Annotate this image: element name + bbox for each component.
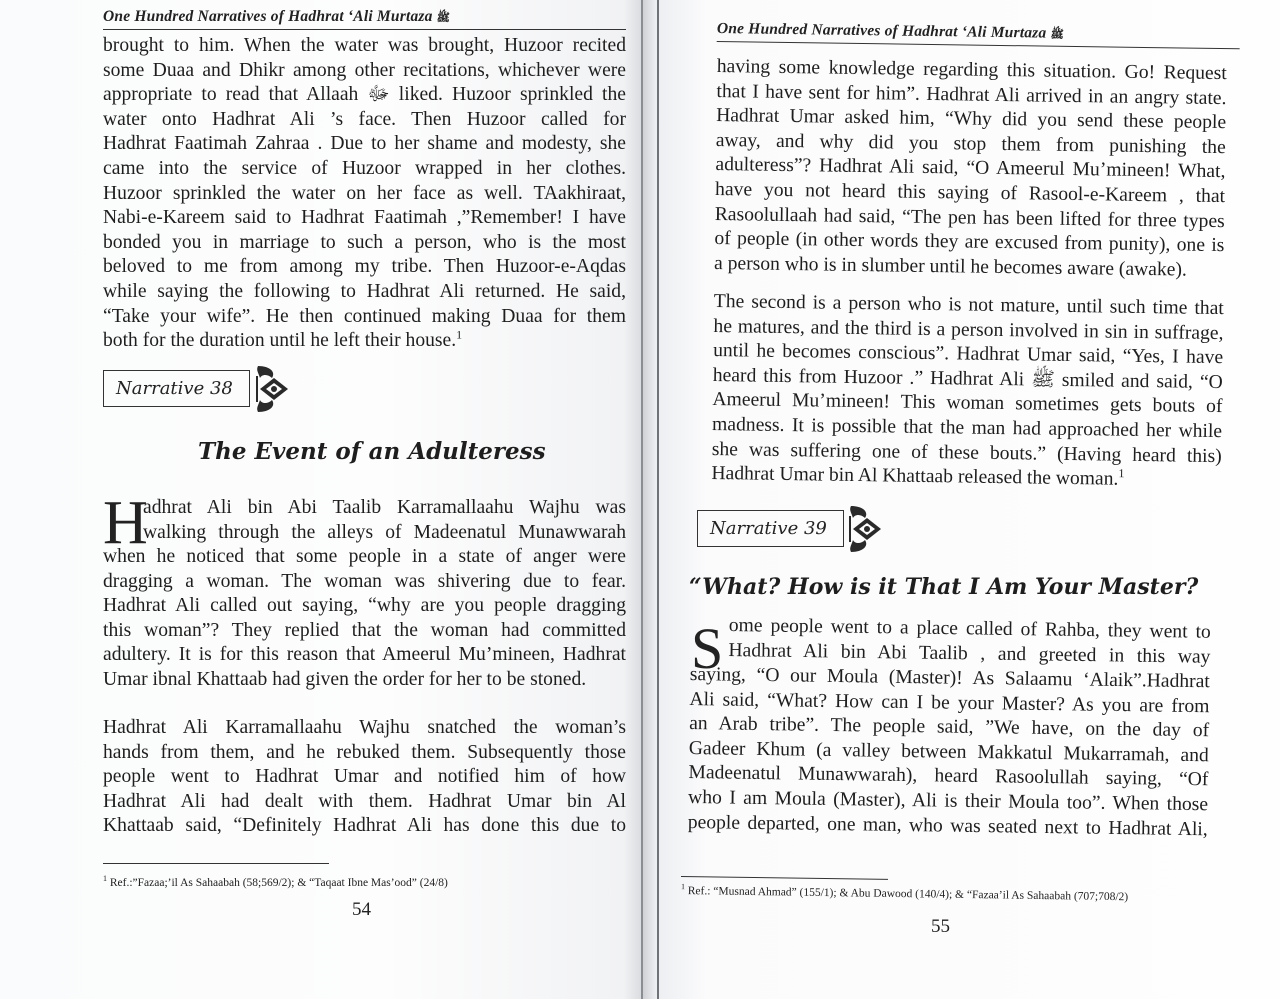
text-line: people went to Hadhrat Umar and notified him of how [103,766,626,788]
footnote [680,882,1129,904]
continuation-text [103,34,626,354]
footnote-marker: 1 [1118,466,1125,481]
text-line: appropriate to read that Allaah ﷻ liked. Huzoor sprinkled the [103,84,626,106]
text-line: Madeenatul Munawwarah), heard Rasoolullah saying, “Of [688,762,1209,791]
paragraph [103,716,626,839]
text-line: he matures, and the third is a person involved in sin in suffrage, [713,315,1224,344]
text-line: away, and why did you stop them from punishing the [715,129,1226,158]
section-heading: The Event of an Adulteress [198,438,546,465]
text-line: hands from them, and he rebuked them. Subsequently those [103,741,626,763]
text-line: Umar ibnal Khattaab had given the order for her to be stoned. [103,668,587,690]
floral-ornament-icon [847,504,883,554]
text-line-content: Hadhrat Umar bin Al Khattaab released the woman. [711,463,1119,490]
text-line: when he noticed that some people in a state of anger were [103,546,626,567]
text-line: she was suffering one of these bouts.” (Having heard this) [711,438,1222,467]
running-head-left [103,8,626,30]
text-line: Gadeer Khum (a valley between Makkatul Mukarramah, and [688,737,1209,767]
drop-cap: S [691,616,724,681]
text-line [103,329,626,354]
text-line: Hadhrat Ali Karramallaahu Wajhu snatched the woman’s [103,717,626,738]
text-line: Huzoor sprinkled the water on her face as well. TAakhiraat, [103,182,626,204]
running-head-text: One Hundred Narratives of Hadhrat ‘Ali Murtaza [103,8,433,25]
drop-cap: H [103,489,148,557]
text-line: ome people went to a place called of Rahba, they went to [728,614,1211,643]
paragraph [103,545,626,693]
text-line: Hadhrat Faatimah Zahraa . Due to her shame and modesty, she [103,133,626,155]
right-page [643,0,1280,999]
text-line: a person who is in slumber until he becomes aware (awake). [713,252,1188,281]
floral-ornament-icon [254,364,290,414]
text-line: heard this from Huzoor .” Hadhrat Ali ﷺ smiled and said, “O [712,364,1223,393]
text-line: Hadhrat Ali had dealt with them. Hadhrat Umar bin Al [103,790,626,812]
paragraph [688,663,1210,842]
continuation-text [714,55,1227,283]
page-edge [657,0,659,999]
footnote [103,874,448,889]
text-line: until he becomes conscious”. Hadhrat Umar said, “Yes, I have [713,340,1224,369]
text-line: have you not heard this saying of Rasool-e-Kareem , that [714,178,1226,208]
footnote-rule [103,863,329,864]
text-line: people departed, one man, who was seated next to Hadhrat Ali, [687,811,1208,840]
footnote-number: 1 [680,882,686,892]
honorific-icon: ﷺ [436,12,450,24]
text-line: Hadhrat Ali bin Abi Taalib , and greeted in this way [728,639,1211,668]
footnote-number: 1 [103,874,107,884]
running-head-text: One Hundred Narratives of Hadhrat ‘Ali Murtaza [716,20,1047,42]
text-line-content: both for the duration until he left their house. [103,330,457,352]
text-line: Rasoolullaah had said, “The pen has been lifted for three types [714,203,1225,232]
narrative-label-box [697,510,844,547]
text-line: some Duaa and Dhikr among other recitations, whichever were [103,59,626,81]
text-line: water onto Hadhrat Ali ’s face. Then Huzoor called for [103,108,626,130]
footnote-text: Ref.:”Fazaa;’il As Sahaabah (58;569/2); & “Taqaat Ibne Mas’ood” (24/8) [109,877,448,889]
text-line: Ameerul Mu’mineen! This woman sometimes gets bouts of [712,389,1223,418]
text-line: having some knowledge regarding this situation. Go! Request [716,55,1227,85]
text-line: saying, “O our Moula (Master)! As Salaamu ‘Alaik”.Hadhrat [689,663,1210,693]
text-line: who I am Moula (Master), Ali is their Moula too”. When those [687,786,1209,816]
honorific-icon: ﷺ [1050,28,1064,41]
text-line: madness. It is possible that the man had approached her while [711,413,1223,443]
paragraph [728,614,1211,670]
page-number: 55 [931,916,950,937]
paragraph [143,496,626,545]
footnote-text: Ref.: “Musnad Ahmad” (155/1); & Abu Dawood (140/4); & “Fazaa’il As Sahaabah (707;708/2) [687,885,1129,904]
text-line: Ali said, “What? How can I be your Master? As you are from [689,688,1210,717]
text-line: dragging a woman. The woman was shivering due to fear. [103,570,626,592]
narrative-label: Narrative 39 [710,518,827,539]
footnote-rule [681,876,888,880]
section-heading: “What? How is it That I Am Your Master? [689,574,1199,600]
text-line: this woman”? They replied that the woman had committed [103,619,626,641]
text-line: of people (in other words they are excused from punity), one is [714,228,1225,257]
text-line: Hadhrat Ali called out saying, “why are you people dragging [103,595,626,617]
footnote-marker: 1 [456,327,463,342]
narrative-label: Narrative 38 [116,378,233,399]
page-number: 54 [352,899,371,920]
text-line: brought to him. When the water was brought, Huzoor recited [103,35,626,56]
text-line: The second is a person who is not mature, until such time that [713,290,1224,320]
text-line: Khattaab said, “Definitely Hadhrat Ali has done this due to [103,815,626,837]
running-head-right [717,20,1240,49]
text-line: walking through the alleys of Madeenatul Munawwarah [143,521,626,543]
text-line: adhrat Ali bin Abi Taalib Karramallaahu Wajhu was [143,497,626,518]
text-line: beloved to me from among my tribe. Then Huzoor-e-Aqdas [103,256,626,278]
text-line: that I have sent for him”. Hadhrat Ali arrived in an angry state. [716,80,1227,109]
text-line: adulteress”? Hadhrat Ali said, “O Ameerul Mu’mineen! What, [715,154,1226,183]
narrative-label-box [103,370,250,407]
paragraph [711,290,1224,494]
text-line: adultery. It is for this reason that Ameerul Mu’mineen, Hadhrat [103,644,626,666]
text-line: bonded you in marriage to such a person, who is the most [103,231,626,253]
text-line: “Take your wife”. He then continued making Duaa for them [103,305,626,327]
text-line: while saying the following to Hadhrat Ali returned. He said, [103,280,626,302]
text-line: came into the service of Huzoor wrapped in her clothes. [103,157,626,179]
text-line: an Arab tribe”. The people said, ”We have, on the day of [689,713,1210,742]
text-line: Nabi-e-Kareem said to Hadhrat Faatimah ,”Remember! I have [103,207,626,229]
text-line: Hadhrat Umar asked him, “Why did you send these people [716,105,1227,134]
